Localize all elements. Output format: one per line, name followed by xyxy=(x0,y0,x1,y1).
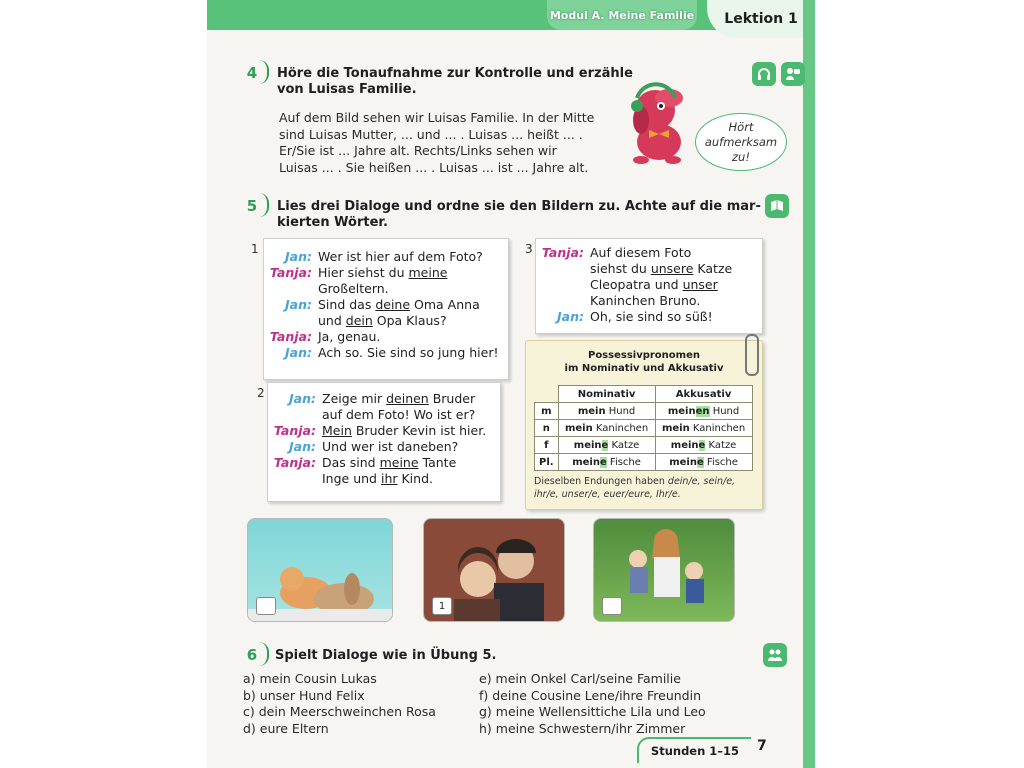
gender-label: Pl. xyxy=(535,454,559,471)
speaker-label: Tanja: xyxy=(273,423,316,438)
dialog-text xyxy=(322,471,433,487)
speaking-icon xyxy=(781,62,805,86)
speaker-label: Tanja: xyxy=(273,455,316,470)
list-item: d) eure Eltern xyxy=(243,720,329,736)
dialog-fragment: siehst du xyxy=(590,261,651,276)
exercise-5-number: 5 xyxy=(241,195,263,217)
noun: Kaninchen xyxy=(689,422,746,434)
possessive-word: meine xyxy=(408,265,448,280)
modul-title: Modul A. Meine Familie xyxy=(547,0,697,30)
dialog-3-label: 3 xyxy=(525,242,533,256)
dialog-line xyxy=(264,345,508,361)
speaker-label: Jan: xyxy=(557,309,584,324)
speaker-label: Tanja: xyxy=(269,329,312,344)
dialog-line xyxy=(268,391,500,407)
dialog-fragment: Bruder Kevin ist hier. xyxy=(351,423,487,438)
dialog-fragment: Sind das xyxy=(318,297,376,312)
dialog-fragment: auf dem Foto! Wo ist er? xyxy=(322,407,476,422)
grammar-note xyxy=(534,475,756,501)
dialog-text xyxy=(318,345,498,361)
exercise-4-line: sind Luisas Mutter, ... und ... . Luisas ... heißt ... . xyxy=(279,126,583,142)
dialog-fragment: Kind. xyxy=(397,471,433,486)
dialog-text xyxy=(318,249,483,265)
grammar-note-pronouns: dein/e, sein/e, ihr/e, unser/e, euer/eure, Ihr/e. xyxy=(534,476,736,500)
bubble-line: aufmerksam xyxy=(704,134,778,149)
dialog-fragment: Cleopatra und xyxy=(590,277,683,292)
lektion-label: Lektion 1 xyxy=(707,0,815,38)
exercise-6-right-list xyxy=(479,671,739,737)
nominativ-cell xyxy=(558,420,655,437)
dialog-line xyxy=(264,313,508,329)
grammar-row xyxy=(535,403,753,420)
dialog-line xyxy=(268,407,500,423)
possessive-word: unsere xyxy=(650,261,694,276)
noun: Katze xyxy=(705,439,737,451)
dialog-fragment: Auf diesem Foto xyxy=(590,245,692,260)
dialog-line xyxy=(264,249,508,265)
pronoun-stem: mein xyxy=(572,456,600,468)
group-icon xyxy=(763,643,787,667)
dialog-fragment: Opa Klaus? xyxy=(372,313,447,328)
dialog-line xyxy=(536,309,762,325)
dialog-text xyxy=(590,309,713,325)
pronoun-ending: e xyxy=(698,439,706,451)
dialog-fragment: und xyxy=(318,313,346,328)
speaker-label: Jan: xyxy=(289,391,316,406)
dialog-1-label: 1 xyxy=(251,242,259,256)
dialog-fragment: Großeltern. xyxy=(318,281,389,296)
list-item: g) meine Wellensittiche Lila und Leo xyxy=(479,704,706,719)
exercise-4-title-line-2: von Luisas Familie. xyxy=(277,82,417,97)
page-number: 7 xyxy=(757,738,767,754)
exercise-4-number: 4 xyxy=(241,62,263,84)
dialog-fragment: Das sind xyxy=(322,455,380,470)
grammar-title-line-2: im Nominativ und Akkusativ xyxy=(564,363,724,374)
dialog-text xyxy=(318,297,480,313)
grammar-row xyxy=(535,420,753,437)
dialog-fragment: Ja, genau. xyxy=(318,329,381,344)
speaker-label xyxy=(536,293,590,309)
exercise-4-title xyxy=(277,66,633,98)
exercise-4-title-line-1: Höre die Tonaufnahme zur Kontrolle und erzähle xyxy=(277,66,633,81)
dialog-line xyxy=(268,439,500,455)
dialog-line xyxy=(536,245,762,261)
answer-box[interactable] xyxy=(256,597,276,615)
list-item: b) unser Hund Felix xyxy=(243,687,365,703)
grammar-note-text: Dieselben Endungen haben xyxy=(534,476,668,487)
speaker-label xyxy=(264,281,318,297)
grammar-row xyxy=(535,437,753,454)
col-nominativ: Nominativ xyxy=(558,386,655,403)
book-icon xyxy=(765,194,789,218)
dialog-text xyxy=(590,245,691,261)
paperclip-icon xyxy=(745,334,759,376)
akkusativ-cell xyxy=(655,454,752,471)
dialog-text xyxy=(322,439,458,455)
pronoun-stem: mein xyxy=(670,439,699,451)
speaker-label xyxy=(268,471,322,487)
dialog-fragment: Hier siehst du xyxy=(318,265,409,280)
pronoun-ending: e xyxy=(599,456,607,468)
dialog-fragment: Wer ist hier auf dem Foto? xyxy=(318,249,483,264)
grammar-title-line-1: Possessivpronomen xyxy=(587,350,700,361)
exercise-4-line: Er/Sie ist ... Jahre alt. Rechts/Links sehen wir xyxy=(279,143,557,158)
akkusativ-cell xyxy=(655,420,752,437)
possessive-word: unser xyxy=(682,277,718,292)
grammar-box xyxy=(525,340,763,510)
dialog-line xyxy=(268,471,500,487)
exercise-6-title: Spielt Dialoge wie in Übung 5. xyxy=(275,648,497,663)
headphones-icon xyxy=(752,62,776,86)
dialog-text xyxy=(590,293,700,309)
dialog-3 xyxy=(535,238,763,334)
photo-family xyxy=(593,518,735,622)
list-item: f) deine Cousine Lene/ihre Freundin xyxy=(479,687,701,703)
dialog-fragment: Tante xyxy=(418,455,457,470)
dialog-fragment: Und wer ist daneben? xyxy=(322,439,459,454)
pronoun-stem: mein xyxy=(573,439,602,451)
dialog-line xyxy=(264,265,508,281)
speaker-label xyxy=(536,261,590,277)
textbook-page xyxy=(207,0,815,768)
dialog-line xyxy=(536,277,762,293)
speaker-label xyxy=(268,407,322,423)
grammar-row xyxy=(535,454,753,471)
dialog-fragment: Inge und xyxy=(322,471,381,486)
col-akkusativ: Akkusativ xyxy=(655,386,752,403)
exercise-5-title-line-1: Lies drei Dialoge und ordne sie den Bildern zu. Achte auf die mar- xyxy=(277,199,761,214)
noun: Hund xyxy=(709,405,740,417)
dialog-fragment: Ach so. Sie sind so jung hier! xyxy=(318,345,499,360)
exercise-5-title-line-2: kierten Wörter. xyxy=(277,215,388,230)
dialog-text xyxy=(318,329,380,345)
akkusativ-cell xyxy=(655,403,752,420)
list-item: c) dein Meerschweinchen Rosa xyxy=(243,704,436,719)
dialog-fragment: Oh, sie sind so süß! xyxy=(590,309,713,324)
dog-mascot xyxy=(619,76,695,168)
nominativ-cell xyxy=(558,454,655,471)
dialog-text xyxy=(322,391,475,407)
speech-bubble xyxy=(695,113,787,171)
stunden-label: Stunden 1–15 xyxy=(637,737,751,763)
pronoun-stem: mein xyxy=(564,422,593,434)
possessive-word: deine xyxy=(375,297,411,312)
dialog-line xyxy=(264,329,508,345)
dialog-text xyxy=(322,455,456,471)
pronoun-stem: mein xyxy=(667,405,696,417)
answer-box[interactable] xyxy=(602,597,622,615)
possessive-word: meine xyxy=(379,455,419,470)
pronoun-ending: e xyxy=(696,456,704,468)
noun: Katze xyxy=(608,439,640,451)
nominativ-cell xyxy=(558,403,655,420)
exercise-6-number: 6 xyxy=(241,644,263,666)
noun: Fische xyxy=(703,456,738,468)
dialog-2-label: 2 xyxy=(257,386,265,400)
dialog-fragment: Kaninchen Bruno. xyxy=(590,293,701,308)
exercise-4-line: Auf dem Bild sehen wir Luisas Familie. In der Mitte xyxy=(279,110,595,125)
exercise-4-text xyxy=(279,110,599,176)
exercise-5-title xyxy=(277,199,761,231)
list-item: e) mein Onkel Carl/seine Familie xyxy=(479,671,681,686)
noun: Fische xyxy=(606,456,641,468)
dialog-line xyxy=(264,297,508,313)
speaker-label: Jan: xyxy=(289,439,316,454)
dialog-text xyxy=(318,313,447,329)
dialog-line xyxy=(268,455,500,471)
dialog-2 xyxy=(267,382,501,502)
dialog-line xyxy=(268,423,500,439)
speaker-label xyxy=(536,277,590,293)
possessive-word: dein xyxy=(345,313,373,328)
dialog-fragment: Katze xyxy=(693,261,733,276)
pronoun-ending: en xyxy=(695,405,710,417)
gender-label: m xyxy=(535,403,559,420)
grammar-title xyxy=(526,349,762,375)
possessive-word: Mein xyxy=(322,423,352,438)
speaker-label: Jan: xyxy=(285,345,312,360)
pronoun-ending: e xyxy=(601,439,609,451)
noun: Kaninchen xyxy=(592,422,649,434)
pronoun-stem: mein xyxy=(577,405,606,417)
speaker-label: Tanja: xyxy=(541,245,584,260)
pronoun-stem: mein xyxy=(669,456,697,468)
grammar-rows xyxy=(535,403,753,471)
dialog-1 xyxy=(263,238,509,380)
exercise-4-line: Luisas ... . Sie heißen ... . Luisas ... ist ... Jahre alt. xyxy=(279,159,589,175)
grammar-table xyxy=(534,385,753,471)
photo-couple xyxy=(423,518,565,622)
page-edge xyxy=(803,0,815,768)
akkusativ-cell xyxy=(655,437,752,454)
bubble-line: Hört xyxy=(728,119,754,134)
noun: Hund xyxy=(605,405,636,417)
possessive-word: deinen xyxy=(386,391,429,406)
dialog-text xyxy=(590,261,732,277)
photo-cat-rabbit xyxy=(247,518,393,622)
pronoun-stem: mein xyxy=(661,422,690,434)
nominativ-cell xyxy=(558,437,655,454)
exercise-6-left-list xyxy=(243,671,463,737)
dialog-fragment: Oma Anna xyxy=(410,297,480,312)
dialog-line xyxy=(264,281,508,297)
speaker-label xyxy=(264,313,318,329)
dialog-text xyxy=(590,277,718,293)
dialog-text xyxy=(318,281,389,297)
speaker-label: Jan: xyxy=(285,249,312,264)
dialog-text xyxy=(318,265,447,281)
dialog-line xyxy=(536,293,762,309)
list-item: a) mein Cousin Lukas xyxy=(243,671,377,686)
dialog-line xyxy=(536,261,762,277)
answer-box[interactable]: 1 xyxy=(432,597,452,615)
dialog-text xyxy=(322,407,475,423)
gender-label: f xyxy=(535,437,559,454)
speaker-label: Jan: xyxy=(285,297,312,312)
possessive-word: ihr xyxy=(380,471,398,486)
gender-label: n xyxy=(535,420,559,437)
dialog-text xyxy=(322,423,486,439)
list-item: h) meine Schwestern/ihr Zimmer xyxy=(479,720,686,736)
dialog-fragment: Bruder xyxy=(428,391,476,406)
bubble-line: zu! xyxy=(732,149,750,164)
dialog-fragment: Zeige mir xyxy=(322,391,387,406)
speaker-label: Tanja: xyxy=(269,265,312,280)
